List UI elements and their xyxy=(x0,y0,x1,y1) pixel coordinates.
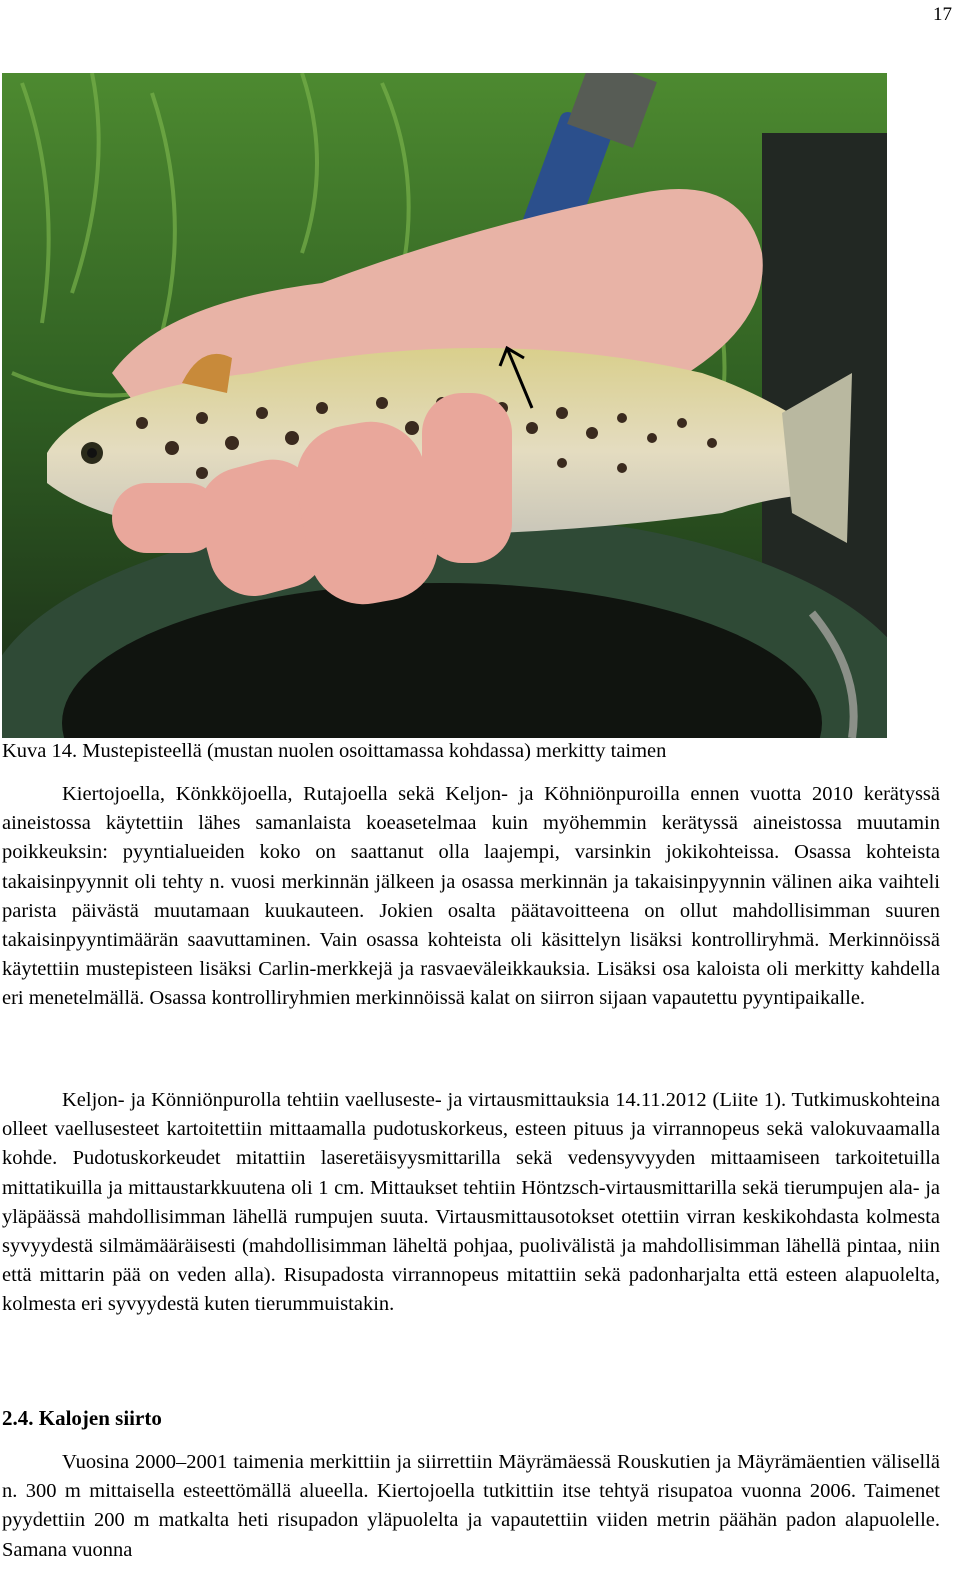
paragraph-1: Kiertojoella, Könkköjoella, Rutajoella sekä Keljon- ja Köhniönpuroilla ennen vuotta 2010 kerätyssä aineistossa käytettiin lähes samanlaista koeasetelmaa kuin myöhemmin kerätyssä aineistossa muutamin poikkeuksin: pyyntialueiden koko on saattanut olla laajempi, varsinkin jokikohteissa. Osassa kohteista takaisinpyynnit oli tehty n. vuosi merkinnän jälkeen ja osassa merkinnän ja takaisinpyynnin välinen aika vaihteli parista päivästä muutamaan kuukauteen. Jokien osalta päätavoitteena on ollut mahdollisimman suuren takaisinpyyntimäärän saavuttaminen. Vain osassa kohteista oli käsittelyn lisäksi kontrolliryhmä. Merkinnöissä käytettiin mustepisteen lisäksi Carlin-merkkejä ja rasvaeväleikkauksia. Lisäksi osa kaloista oli merkitty kahdella eri menetelmällä. Osassa kontrolliryhmien merkinnöissä kalat on siirron sijaan vapautettu pyyntipaikalle. xyxy=(2,783,940,1010)
page-number: 17 xyxy=(933,4,952,25)
fish-photo-illustration xyxy=(2,73,887,738)
fish-photo xyxy=(2,73,887,738)
paragraph-2: Keljon- ja Könniönpurolla tehtiin vaelluseste- ja virtausmittauksia 14.11.2012 (Liite 1). Tutkimuskohteina olleet vaellusesteet kartoitettiin mittaamalla pudotuskorkeus, esteen pituus ja virrannopeus sekä valokuvaamalla kohde. Pudotuskorkeudet mitattiin laseretäisyysmittarilla sekä vedensyvyyden mittaamiseen tarkoitetuilla mittatikuilla ja mittaustarkkuutena oli 1 cm. Mittaukset tehtiin Höntzsch-virtausmittarilla sekä tierumpujen ala- ja yläpäässä mahdollisimman lähellä rumpujen suuta. Virtausmittausotokset otettiin virran keskikohdasta kolmesta syvyydestä silmämääräisesti (mahdollisimman läheltä pohjaa, puolivälistä ja mahdollisimman lähellä pintaa, niin että mittarin pää on veden alla). Risupadosta virrannopeus mitattiin sekä padonharjalta että esteen alapuolelta, kolmesta eri syvyydestä kuten tierummuistakin. xyxy=(2,1089,940,1316)
section-paragraph: Vuosina 2000–2001 taimenia merkittiin ja siirrettiin Mäyrämäessä Rouskutien ja Mäyrämäentien välisellä n. 300 m mittaisella esteettömällä alueella. Kiertojoella tutkittiin itse tehtyä risupatoa vuonna 2006. Taimenet pyydettiin 200 m matkalta heti risupadon yläpuolelta ja vapautettiin viiden metrin päähän padon alapuolelle. Samana vuonna xyxy=(2,1451,940,1561)
section-heading: 2.4. Kalojen siirto xyxy=(2,1406,162,1430)
figure-caption: Kuva 14. Mustepisteellä (mustan nuolen osoittamassa kohdassa) merkitty taimen xyxy=(2,740,667,762)
